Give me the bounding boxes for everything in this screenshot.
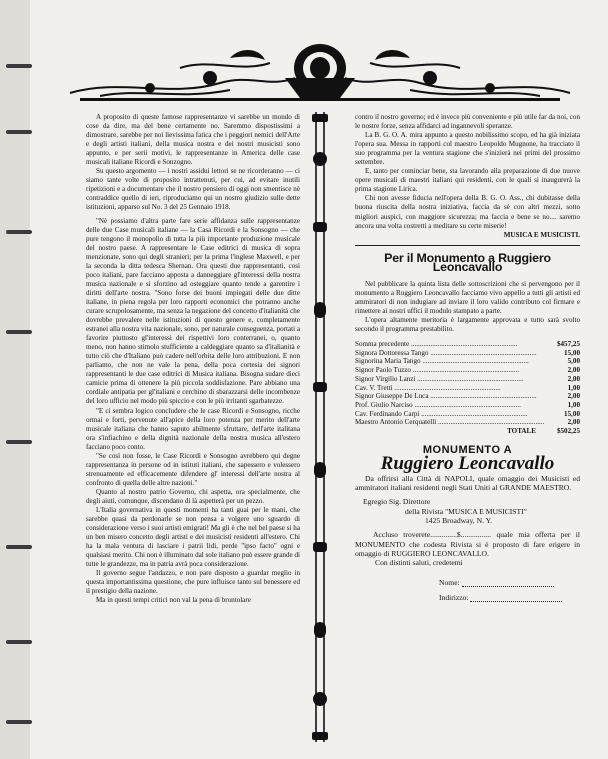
subscriber-name: Signor Giuseppe De Luca ............................................................ <box>355 392 537 401</box>
subscription-amount: 2,00 <box>567 374 580 383</box>
subscriber-name: Signora Dottoressa Tango ............................................................ <box>355 348 537 357</box>
subscription-table <box>355 340 580 436</box>
nome-field[interactable] <box>462 579 554 587</box>
binding-ring <box>6 130 32 134</box>
form-indirizzo-label: Indirizzo: <box>439 592 469 602</box>
subscription-amount: 15,00 <box>564 409 580 418</box>
paragraph: E, tanto per cominciar bene, sta lavorando alla preparazione di due nuove opere musicali di maestri italiani qui residenti, con le quali si inaugurerà la prima stagione Lirica. <box>355 167 580 194</box>
subscription-amount: 2,00 <box>567 366 580 375</box>
paragraph: L'opera altamente meritoria è largamente approvata e tutto sarà svolto secondo il programma prestabilito. <box>355 315 580 333</box>
binding-ring <box>6 545 32 549</box>
form-heading: MONUMENTO A <box>422 443 513 456</box>
binding-ring <box>6 64 32 68</box>
subscription-amount: 2,00 <box>567 418 580 427</box>
subscriber-name: Cav. Ferdinando Carpi ............................................................ <box>355 409 528 418</box>
monument-heading: Per il Monumento a Ruggiero Leoncavallo <box>384 250 551 274</box>
paragraph: A proposito di queste famose rappresentanze vi sarebbe un mondo di cose da dire, ma del bene certamente no. Saremmo dispostissimi a dimostrare, sarebbe per noi lievissima fatica che i peggiori nemici dell'Arte e degli artisti italiani, della musica nostra e dei nostri musicisti sono appunto, e per serii motivi, le rappresentanze in America delle case musicali italiane Ricordi e Sonzogno. <box>86 113 300 167</box>
paragraph: L'Italia governativa in questi momenti ha tanti guai per le mani, che sarebbe quasi da perdonarle se non pensa a volgere uno sguardo di considerazione verso i suoi artisti emigrati! Ma gli è che nel bel paese si ha un ben misero concetto degli artisti e dei musicisti residenti all'estero. Chi ha la mala ventura di lasciare i patrii lidi, perde "ipso facto" ogni e qualsiasi merito. Chi non è illuminato dal sole italiano può essere grande di tutte le grandezze, ma in patria avrà poca considerazione. <box>86 506 300 569</box>
total-label: TOTALE <box>507 427 536 436</box>
form-nome-label: Nome: <box>439 577 460 587</box>
subscription-amount: 5,00 <box>567 357 580 366</box>
subscription-row <box>355 384 580 393</box>
total-amount: $502,25 <box>556 427 580 436</box>
subscription-row <box>355 401 580 410</box>
form-nome-row <box>355 578 580 587</box>
binding-strip <box>0 0 30 759</box>
divider-rule <box>355 245 580 246</box>
ornamental-column-divider <box>309 112 331 742</box>
signature: MUSICA E MUSICISTI. <box>503 230 580 239</box>
paragraph: Ma in questi tempi critici non val la pena di brontolare <box>96 596 251 605</box>
subscriber-name: Signorina Maria Tango ............................................................ <box>355 357 529 366</box>
quoted-paragraph: "E ci sembra logico concludere che le case Ricordi e Sonsogno, ricche ormai e forti, pervenute all'apice della loro potenza per merito dell'arte musicale italiana che hanno saputo abilmente sfruttare, dell'arte italitana ora s'infiachino e della dignità nazionale della nostra musica all'estero facciano poco conto. <box>86 406 300 451</box>
binding-ring <box>6 640 32 644</box>
paragraph: La B. G. O. A. mira appunto a questo nobilissimo scopo, ed ha già iniziata l'opera sua. Messa in rapporti col maestro Leopoldo Mugnone, ha tracciato il suo programma per la ventura stagione che s'inizierà nei primi del prossimo settembre. <box>355 131 580 167</box>
subscription-row <box>355 349 580 358</box>
indirizzo-field[interactable] <box>470 594 562 602</box>
form-indirizzo-row <box>355 593 580 602</box>
subscriber-name: Cav. V. Tretti ............................................................ <box>355 383 501 392</box>
subscriber-name: Signor Virgilio Lanzi ............................................................ <box>355 374 524 383</box>
subscription-row <box>355 366 580 375</box>
subscription-amount: 1,00 <box>567 400 580 409</box>
subscription-row <box>355 340 580 349</box>
binding-ring <box>6 230 32 234</box>
form-address2: 1425 Broadway, N. Y. <box>425 516 493 526</box>
donation-form <box>355 474 580 602</box>
subscription-row <box>355 418 580 427</box>
paragraph: Chi non avesse fiducia nell'opera della B. G. O. Ass., chi dubitasse della buona riuscita della nostra iniziativa, faccia da sè con altri mezzi, sotto migliori auspici, con maggiore sicurezza; ma faccia e bene se no.... saremo ancora una volta costretti a meditare su certe miserie! <box>355 194 580 230</box>
subscription-row <box>355 375 580 384</box>
subscription-amount: 15,00 <box>564 348 580 357</box>
paragraph: Nel pubblicare la quinta lista delle sottoscrizioni che si pervengono per il monumento a Ruggiero Leoncavallo facciamo vivo appello a tutti gli artisti ed ammiratori di non indugiare ad inviare il loro valido contributo col firmare e rimettere ai nostri uffici il modulo stampato a parte. <box>355 279 580 315</box>
subscriber-name: Prof. Giulio Narciso ............................................................ <box>355 400 521 409</box>
form-text: Da offrirsi alla Città di NAPOLI, quale omaggio dei Musicisti ed ammiratori italiani residenti negli Stati Uniti al GRANDE MAESTRO. <box>355 473 580 493</box>
subscription-amount: 2,00 <box>567 392 580 401</box>
binding-ring <box>6 330 32 334</box>
subscription-row <box>355 357 580 366</box>
subscription-amount: 1,00 <box>567 383 580 392</box>
subscriber-name: Maestro Antonio Cerquatelli ............................................................ <box>355 418 545 427</box>
form-salutation: Egregio Sig. Direttore <box>363 497 431 507</box>
form-enclosed: Accluso troverete..............$................ quale mia offerta per il MONUMENTO che codesta Rivista si è proposto di fare erigere in omaggio di RUGGIERO LEONCAVALLO. <box>355 530 580 558</box>
quoted-paragraph: "Nè possiamo d'altra parte fare serie affidanza sulle rappresentanze delle due Case musicali italiane — la Casa Ricordi e la Sonsogno — che pure tengono il monopolio di tutta la più importante produzione musicale del nostro paese. A rappresentare le Case editrici di musica di sopra menzionate, sono qui degli stranieri; per la prima l'inglese Maxwell, e per la seconda la ditta tedesca Shernan. Ora questi due rappresentanti, così poco italiani, pare facciano apposta a danneggiare gl'interessi della nostra musica nazionale e si sforzino ad osteggiare quanto tende a garentire i diritti dell'arte nostra. "Sono forse dei buoni impiegati delle due ditte italiane, in piena regola per loro rapporti economici che potranno anche curare scrupolosamente, ma senza la negazione del concetto d'italianità che dovrebbe prevalere nelle istituzioni di questo genere e, completamente estranei alla nostra vita nazionale, sono, per naturale conseguenza, portati a favorire piuttosto gl'interessi dei rispettivi loro conterranei, o, quanto meno, non hanno stimolo stufficiente a caldeggiare quanto sa d'italianità e tutto ciò che d'Italiano può cadere nell'orbita delle loro attribuzioni. E non parliamo, che non ne vale la pena, della poca cortesia dei signori rappresentanti le due case editrici di Musica italiana. Bisogna sudare dieci camicie prima di ottenere la più piccola soddisfazione. Pare abbiano una cordiale antipatia per gl'italiani e cerchino di sbarazzarsi delle incombenze del loro ufficio nel modo più spiccio e con le più irritanti sgarbatezze. <box>86 216 300 406</box>
binding-ring <box>6 720 32 724</box>
form-closing: Con distinti saluti, credetemi <box>375 558 463 568</box>
right-article-column <box>355 113 580 602</box>
quoted-paragraph: "Se così non fosse, le Case Ricordi e Sonsogno avrebbero qui degne rappresentanza in persone od in istituti italiani, che sapessero e volessero strenuamente ed efficacemente difendere gl' interessi dell'arte nostra al confronto di quella delle altre nazioni." <box>86 451 300 487</box>
left-article-column <box>86 113 300 606</box>
subscriber-name: Signor Paolo Tuzzo ............................................................ <box>355 366 520 375</box>
paragraph: Su questo argomento — i nostri assidui lettori se ne ricorderanno — ci siamo tante volte di proposito intrattenuti, per cui, ad evitare inutili ripetizioni e a documentare che il nostro pensiero di oggi non smentisce nè contraddice quello di ieri, riproduciamo qui un nostro giudizio sulle dette istituzioni, apparso sul No. 3 del 25 Gennaio 1918. <box>86 167 300 212</box>
ornamental-header <box>60 38 580 108</box>
paragraph: Quanto al nostro patrio Governo, chi aspetta, ora specialmente, che degli aiuti, comunque, discendano di là aspetterà per un pezzo. <box>86 487 300 505</box>
subscriber-name: Somma precedente ............................................................ <box>355 340 518 349</box>
total-row <box>355 427 580 436</box>
subscription-row <box>355 392 580 401</box>
subscription-row <box>355 410 580 419</box>
subscription-amount: $457,25 <box>556 340 580 349</box>
binding-ring <box>6 440 32 444</box>
form-name: Ruggiero Leoncavallo <box>380 452 555 474</box>
form-address1: della Rivista "MUSICA E MUSICISTI" <box>405 506 527 516</box>
paragraph: Il governo segue l'andazzo, e non pare disposto a guardar meglio in questa importantissima questione, che pure influisce tanto sul benessere ed il prestigio della nazione. <box>86 569 300 596</box>
paragraph: contro il nostro governo; ed è invece più conveniente e più utile far da noi, con le nostre forze, senza affidarci ad ingannevoli speranze. <box>355 113 580 131</box>
